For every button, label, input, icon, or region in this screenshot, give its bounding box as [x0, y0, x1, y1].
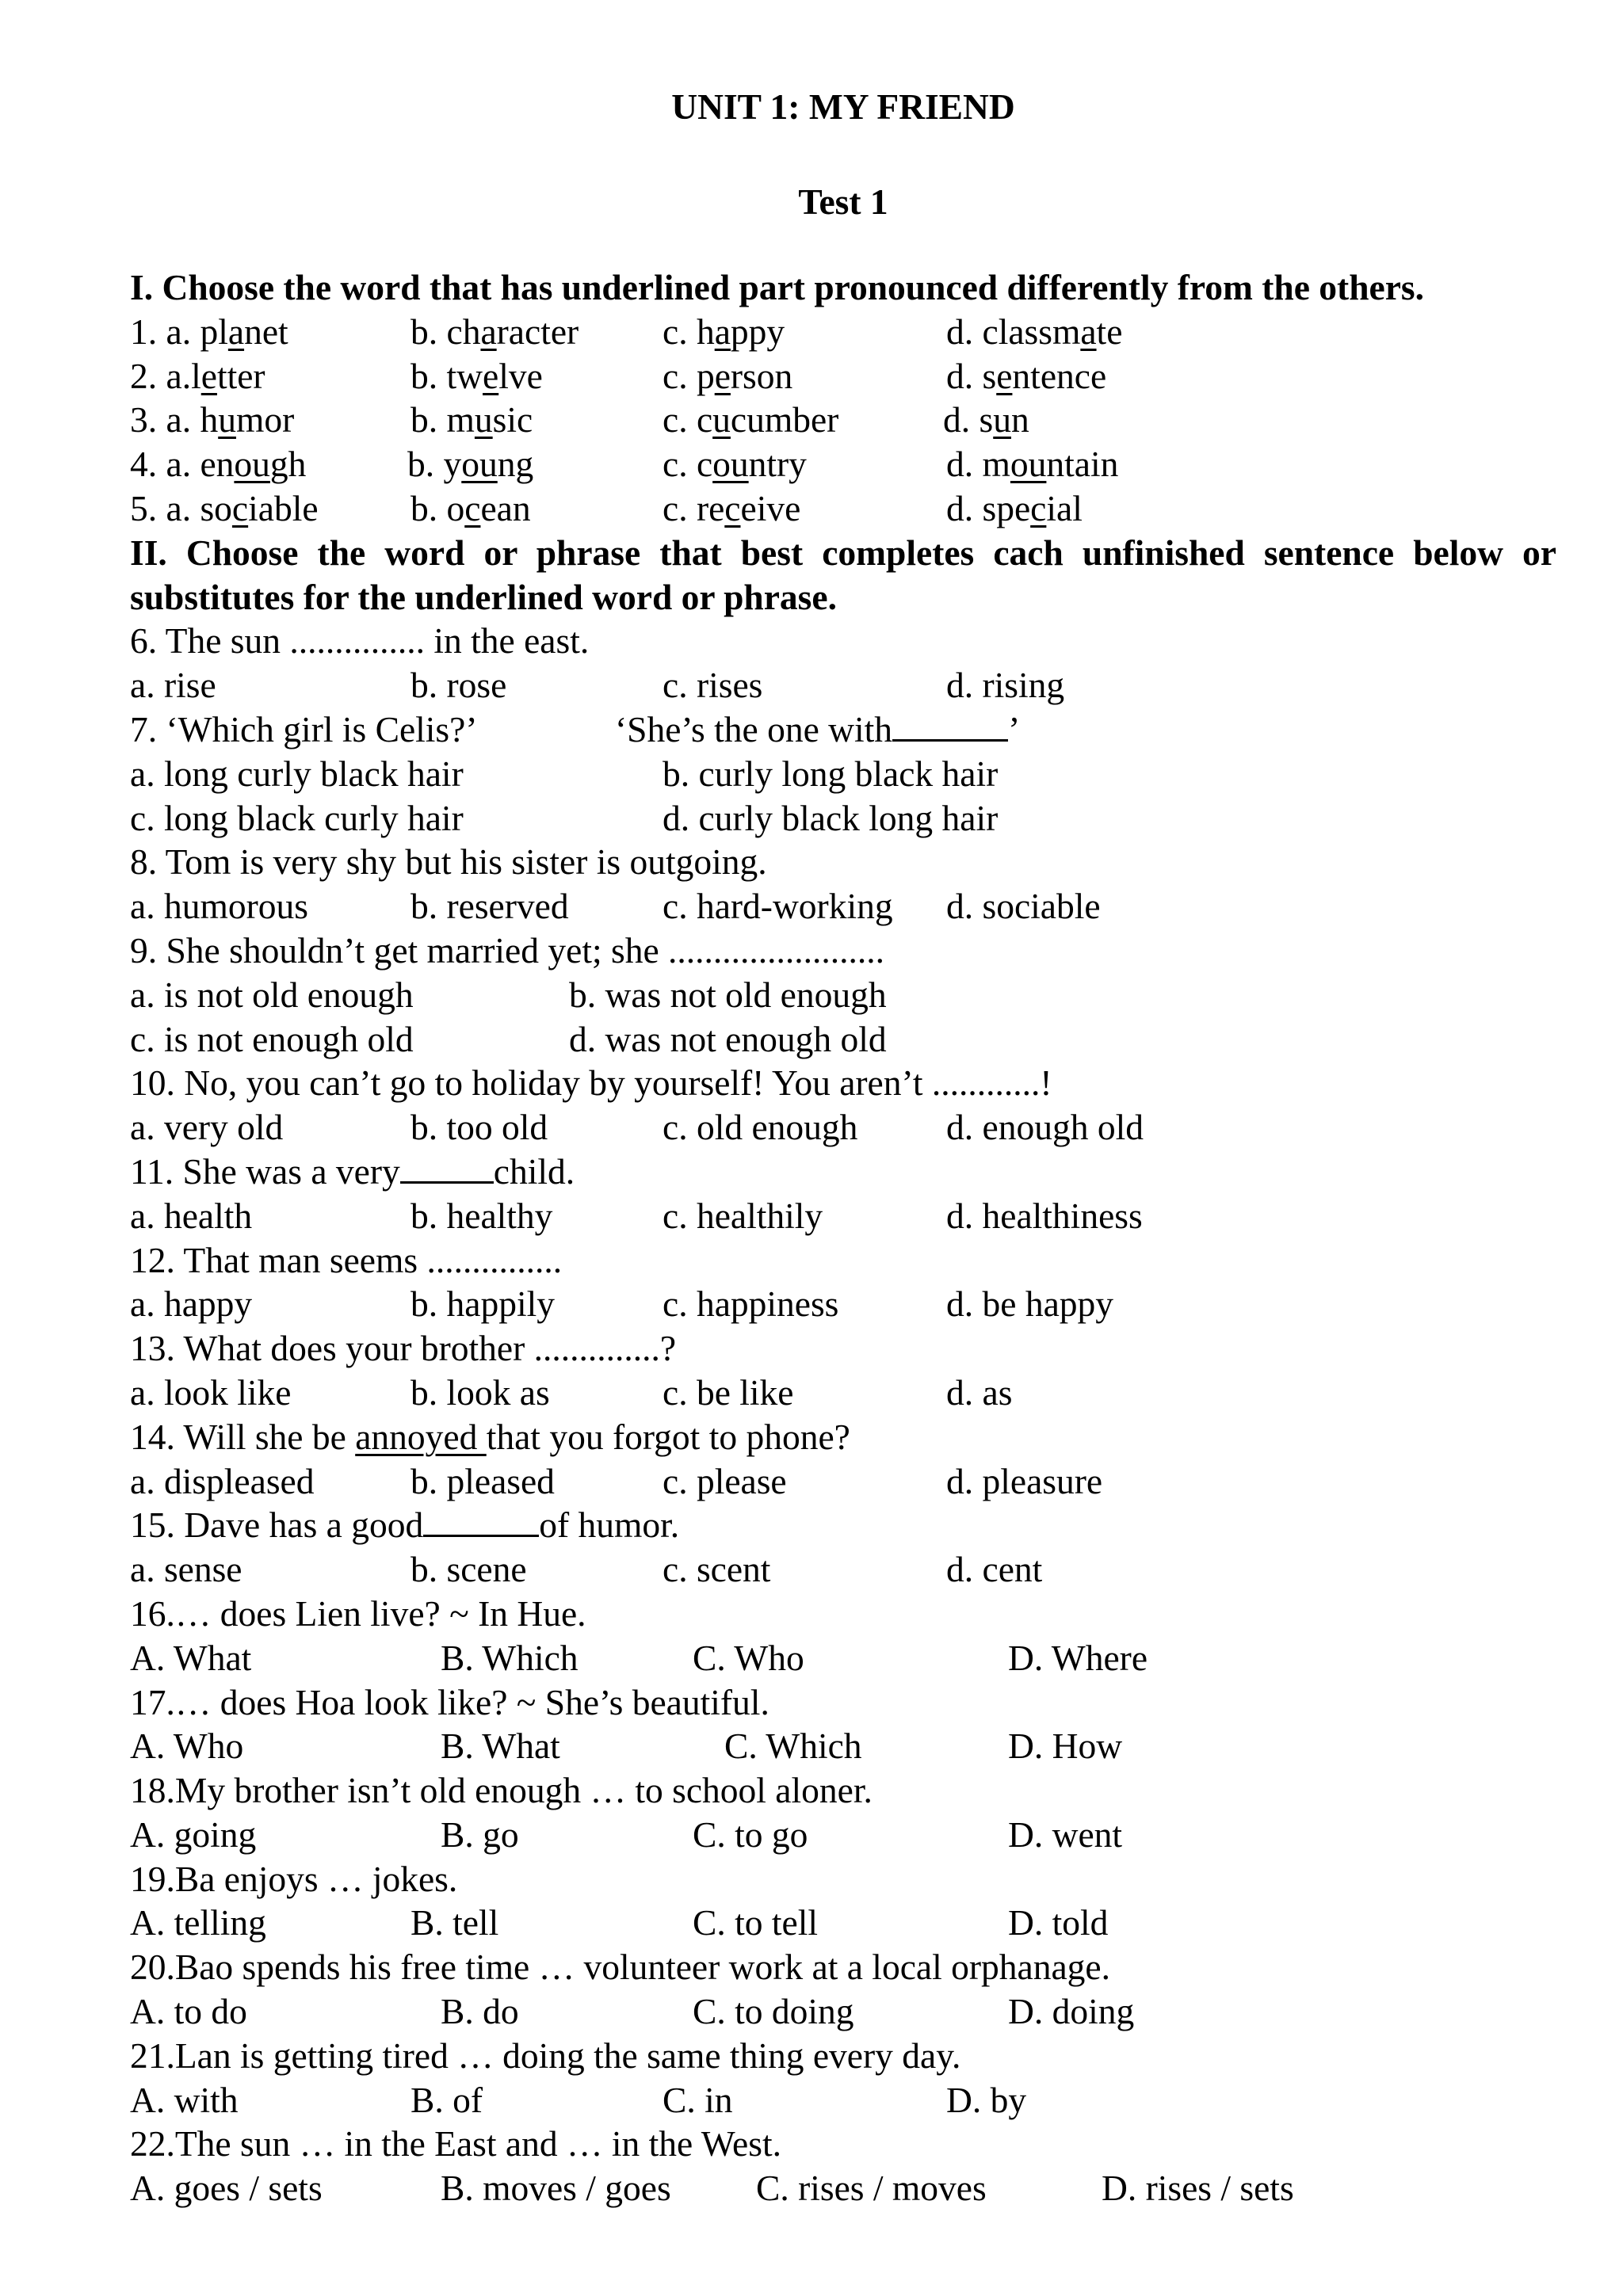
option-c: C. Who [693, 1637, 804, 1678]
option-c: c. long black curly hair [130, 797, 464, 838]
answer-row [130, 663, 1556, 707]
question-10: 10. No, you can’t go to holiday by yourself! You aren’t ............! [130, 1062, 1052, 1104]
question-2 [130, 354, 1556, 399]
option-c: C. to tell [693, 1902, 818, 1943]
option-b: b. scene [411, 1549, 527, 1590]
question-15: 15. Dave has a good of humor. [130, 1505, 680, 1546]
option-d: D. rises / sets [1102, 2168, 1294, 2209]
option-d: d. healthiness [946, 1195, 1143, 1236]
option-c: C. Which [724, 1726, 862, 1767]
option-a: A. going [130, 1814, 257, 1855]
question-9: 9. She shouldn’t get married yet; she ........................ [130, 929, 885, 971]
answer-row [130, 973, 1556, 1017]
question-16: 16.… does Lien live? ~ In Hue. [130, 1592, 586, 1634]
answer-row [130, 1901, 1556, 1945]
option-b: B. moves / goes [441, 2168, 671, 2209]
question-number: 3. a. [130, 399, 192, 441]
option-c: C. in [663, 2079, 733, 2120]
question-3 [130, 398, 1556, 442]
option-a: A. Who [130, 1726, 244, 1767]
option-d: d. classmate [946, 311, 1123, 352]
option-d: d. sociable [946, 886, 1101, 927]
test-subtitle: Test 1 [798, 181, 888, 222]
option-c: c. hard-working [663, 886, 893, 927]
option-c: c. scent [663, 1549, 771, 1590]
answer-row [130, 1105, 1556, 1150]
question-19: 19.Ba enjoys … jokes. [130, 1858, 458, 1899]
question-13: 13. What does your brother ..............? [130, 1328, 677, 1369]
option-b: b. music [411, 399, 533, 441]
page-title: UNIT 1: MY FRIEND [671, 86, 1015, 127]
answer-row [130, 2078, 1556, 2122]
option-a: a. humorous [130, 886, 308, 927]
question-14: 14. Will she be annoyed that you forgot to phone? [130, 1416, 850, 1457]
question-number: 5. a. [130, 487, 192, 528]
option-c: c. rises [663, 665, 763, 706]
option-a: a. health [130, 1195, 253, 1236]
option-d: d. pleasure [946, 1460, 1103, 1501]
question-17: 17.… does Hoa look like? ~ She’s beautiful. [130, 1681, 769, 1722]
option-c: c. healthily [663, 1195, 823, 1236]
question-22: 22.The sun … in the East and … in the West. [130, 2123, 781, 2164]
option-a: sociable [191, 487, 319, 528]
option-a: a. sense [130, 1549, 242, 1590]
answer-row [130, 884, 1556, 929]
question-number: 4. a. [130, 444, 192, 485]
option-d: d. mountain [946, 444, 1119, 485]
answer-row [130, 796, 1556, 841]
option-a: a. very old [130, 1107, 284, 1148]
question-12: 12. That man seems ............... [130, 1239, 563, 1280]
option-c: c. happiness [663, 1283, 839, 1325]
question-7: 7. ‘Which girl is Celis?’ ‘She’s the one with ’ [130, 708, 1021, 749]
option-b: b. ocean [411, 487, 531, 528]
option-c: c. cucumber [663, 399, 839, 441]
option-d: d. sun [943, 399, 1029, 441]
question-20: 20.Bao spends his free time … volunteer work at a local orphanage. [130, 1947, 1110, 1988]
option-d: d. rising [946, 665, 1065, 706]
option-b: B. of [411, 2079, 483, 2120]
option-c: C. to go [693, 1814, 808, 1855]
option-c: c. receive [663, 487, 801, 528]
option-b: b. twelve [411, 355, 543, 396]
option-a: planet [191, 311, 288, 352]
option-a: humor [191, 399, 295, 441]
option-b: b. was not old enough [569, 974, 887, 1015]
option-d: d. special [946, 487, 1083, 528]
answer-row [130, 1194, 1556, 1238]
option-d: D. doing [1008, 1991, 1135, 2032]
option-b: b. healthy [411, 1195, 553, 1236]
option-b: B. tell [411, 1902, 499, 1943]
option-a: A. with [130, 2079, 239, 2120]
option-d: d. sentence [946, 355, 1107, 396]
option-a: enough [191, 444, 307, 485]
option-b: b. character [411, 311, 579, 352]
option-a: a. rise [130, 665, 216, 706]
underlined-word: annoyed [355, 1416, 487, 1457]
answer-row [130, 1547, 1556, 1592]
section2-heading-line1: II. Choose the word or phrase that best completes cach unfinished sentence below or [130, 532, 1556, 573]
option-d: D. by [946, 2079, 1027, 2120]
option-d: d. curly black long hair [663, 797, 999, 838]
answer-row [130, 1724, 1556, 1768]
answer-row [130, 1989, 1556, 2034]
option-b: B. go [441, 1814, 519, 1855]
option-b: b. curly long black hair [663, 753, 999, 794]
answer-row [130, 1813, 1556, 1857]
option-a: a. happy [130, 1283, 253, 1325]
answer-row [130, 1459, 1556, 1504]
option-b: b. look as [411, 1371, 550, 1413]
option-b: b. reserved [411, 886, 569, 927]
option-d: d. cent [946, 1549, 1043, 1590]
question-6: 6. The sun ............... in the east. [130, 620, 590, 662]
option-c: C. to doing [693, 1991, 854, 2032]
option-d: d. was not enough old [569, 1018, 887, 1059]
answer-row [130, 1282, 1556, 1326]
option-b: B. What [441, 1726, 560, 1767]
option-b: B. Which [441, 1637, 579, 1678]
option-b: B. do [441, 1991, 519, 2032]
question-5 [130, 486, 1556, 531]
section1-heading: I. Choose the word that has underlined part pronounced differently from the others. [130, 267, 1424, 307]
question-number: 1. a. [130, 311, 192, 352]
option-a: a. long curly black hair [130, 753, 464, 794]
answer-blank [400, 1151, 494, 1184]
option-a: A. goes / sets [130, 2168, 323, 2209]
option-d: d. enough old [946, 1107, 1144, 1148]
option-a: a. displeased [130, 1460, 315, 1501]
option-b: b. happily [411, 1283, 555, 1325]
answer-row [130, 1371, 1556, 1415]
answer-row [130, 1636, 1556, 1680]
option-c: c. happy [663, 311, 785, 352]
option-d: d. be happy [946, 1283, 1114, 1325]
section2-heading-line2: substitutes for the underlined word or phrase. [130, 576, 837, 617]
answer-row [130, 1017, 1556, 1062]
option-b: b. young [407, 444, 534, 485]
question-18: 18.My brother isn’t old enough … to school aloner. [130, 1770, 873, 1811]
option-a: A. telling [130, 1902, 266, 1943]
option-d: D. How [1008, 1726, 1123, 1767]
question-number: 2. a. [130, 355, 192, 396]
option-c: c. be like [663, 1371, 794, 1413]
option-a: A. to do [130, 1991, 247, 2032]
option-b: b. rose [411, 665, 507, 706]
option-b: b. too old [411, 1107, 548, 1148]
option-a: letter [191, 355, 265, 396]
worksheet [130, 0, 1556, 2210]
option-c: c. is not enough old [130, 1018, 414, 1059]
option-c: c. old enough [663, 1107, 858, 1148]
option-a: a. is not old enough [130, 974, 414, 1015]
option-c: c. person [663, 355, 793, 396]
question-4 [130, 442, 1556, 486]
option-b: b. pleased [411, 1460, 555, 1501]
option-d: D. Where [1008, 1637, 1148, 1678]
option-d: d. as [946, 1371, 1013, 1413]
answer-blank [423, 1505, 539, 1537]
option-d: D. told [1008, 1902, 1109, 1943]
option-d: D. went [1008, 1814, 1123, 1855]
question-8: 8. Tom is very shy but his sister is outgoing. [130, 841, 767, 883]
option-a: a. look like [130, 1371, 292, 1413]
answer-row [130, 2166, 1556, 2210]
question-11: 11. She was a very child. [130, 1150, 575, 1192]
question-1 [130, 310, 1556, 354]
answer-row [130, 752, 1556, 796]
option-c: c. please [663, 1460, 787, 1501]
answer-blank [892, 709, 1008, 742]
option-c: c. country [663, 444, 807, 485]
question-21: 21.Lan is getting tired … doing the same thing every day. [130, 2035, 961, 2076]
option-a: A. What [130, 1637, 252, 1678]
option-c: C. rises / moves [756, 2168, 987, 2209]
